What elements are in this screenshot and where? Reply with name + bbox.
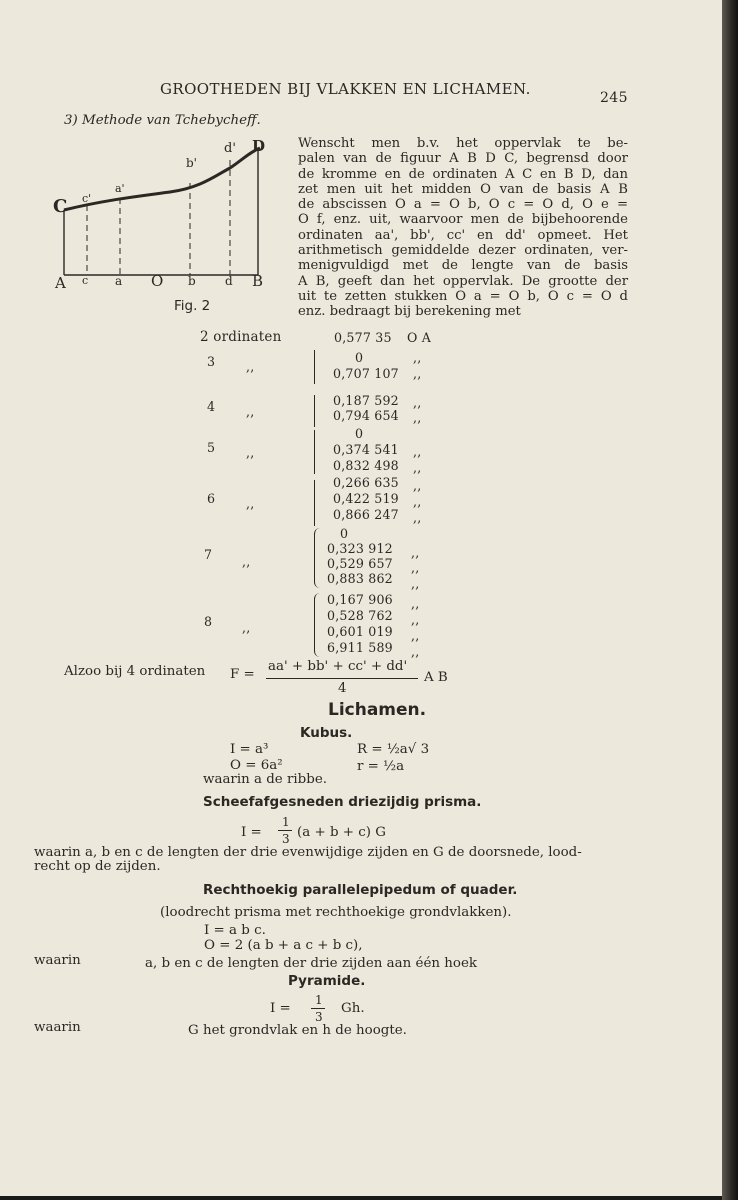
brace xyxy=(314,430,319,474)
paragraph-line: Wenscht men b.v. het oppervlak te be- xyxy=(298,136,628,151)
table-unit: ,, xyxy=(413,494,422,509)
paragraph-line: zet men uit het midden O van de basis A B xyxy=(298,181,628,197)
table-unit: ,, xyxy=(411,628,420,643)
fraction-bar xyxy=(278,830,292,831)
paragraph-line: de kromme en de ordinaten A C en B D, dan xyxy=(298,166,628,182)
brace xyxy=(314,395,319,427)
paragraph-line: enz. bedraagt bij berekening met xyxy=(298,304,521,320)
quader-eq1: I = a b c. xyxy=(204,923,266,938)
kubus-title: Kubus. xyxy=(300,725,353,741)
fig-label-d: d xyxy=(225,274,233,288)
table-unit: ,, xyxy=(411,596,420,611)
row-label: 5 xyxy=(207,440,216,455)
kubus-eq4: r = ½a xyxy=(357,759,405,774)
row-ditto: ,, xyxy=(242,554,251,569)
kubus-eq2: O = 6a² xyxy=(230,758,283,773)
pyramide-den: 3 xyxy=(315,1010,323,1024)
row-label: 7 xyxy=(204,547,213,562)
quader-note: a, b en c de lengten der drie zijden aan één hoek xyxy=(145,956,477,971)
table-value: 0,866 247 xyxy=(333,507,399,522)
table-value: 0 xyxy=(355,426,364,441)
formula-lhs: F = xyxy=(230,667,255,682)
section-title: Lichamen. xyxy=(328,700,427,720)
table-value: 0,374 541 xyxy=(333,442,399,457)
table-unit: ,, xyxy=(413,366,422,381)
formula-denominator: 4 xyxy=(338,681,347,696)
kubus-eq1: I = a³ xyxy=(230,742,269,757)
method-paragraph xyxy=(298,136,628,320)
paragraph-line: ordinaten aa', bb', cc' en dd' opmeet. Het xyxy=(298,227,628,243)
table-value: 0,529 657 xyxy=(327,556,393,571)
fig-label-B: B xyxy=(252,272,264,290)
page-edge xyxy=(722,0,738,1200)
table-value: 0,528 762 xyxy=(327,608,393,623)
paragraph-line: A B, geeft dan het oppervlak. De grootte der xyxy=(298,273,628,289)
table-unit: O A xyxy=(407,330,432,345)
running-header: GROOTHEDEN BIJ VLAKKEN EN LICHAMEN. xyxy=(160,80,531,98)
fig-label-b: b xyxy=(188,274,196,288)
fraction-bar xyxy=(266,678,418,679)
table-value: 0,187 592 xyxy=(333,393,399,408)
table-unit: ,, xyxy=(411,545,420,560)
row-ditto: ,, xyxy=(246,445,255,460)
brace xyxy=(314,593,320,657)
row-label: 2 ordinaten xyxy=(200,329,282,345)
quader-waarin: waarin xyxy=(34,953,81,968)
table-value: 0,422 519 xyxy=(333,491,399,506)
table-value: 0 xyxy=(340,526,349,541)
pyramide-lhs: I = xyxy=(270,1001,291,1016)
prisma-title: Scheefafgesneden driezijdig prisma. xyxy=(203,794,482,810)
table-value: 0,707 107 xyxy=(333,366,399,381)
row-ditto: ,, xyxy=(246,359,255,374)
kubus-eq3: R = ½a√ 3 xyxy=(357,742,430,757)
fig-label-cprime: c' xyxy=(82,192,92,205)
brace xyxy=(314,480,319,526)
table-value: 0 xyxy=(355,350,364,365)
pyramide-title: Pyramide. xyxy=(288,973,366,989)
prisma-num: 1 xyxy=(282,815,290,829)
fig-label-C: C xyxy=(53,196,68,217)
table-unit: ,, xyxy=(411,576,420,591)
pyramide-note: G het grondvlak en h de hoogte. xyxy=(188,1023,407,1038)
table-value: 0,883 862 xyxy=(327,571,393,586)
fig-label-A: A xyxy=(55,274,66,292)
curve xyxy=(64,148,260,210)
fig-label-a: a xyxy=(115,274,123,288)
row-label: 8 xyxy=(204,614,213,629)
fig-label-dprime: d' xyxy=(224,141,236,156)
paragraph-line: O f, enz. uit, waarvoor men de bijbehoorende xyxy=(298,212,628,228)
fraction-bar xyxy=(311,1008,325,1009)
row-label: 3 xyxy=(207,354,216,369)
quader-eq2: O = 2 (a b + a c + b c), xyxy=(204,938,363,953)
fig-label-bprime: b' xyxy=(186,156,197,170)
paragraph-line: uit te zetten stukken O a = O b, O c = O d xyxy=(298,288,628,304)
formula-prefix: Alzoo bij 4 ordinaten xyxy=(64,664,206,679)
brace xyxy=(314,528,320,588)
row-ditto: ,, xyxy=(246,496,255,511)
paragraph-line: menigvuldigd met de lengte van de basis xyxy=(298,258,628,274)
quader-subtitle: (loodrecht prisma met rechthoekige grondvlakken). xyxy=(160,905,512,920)
table-value: 0,577 35 xyxy=(334,330,392,345)
table-unit: ,, xyxy=(413,460,422,475)
prisma-note-line2: recht op de zijden. xyxy=(34,859,161,874)
table-unit: ,, xyxy=(413,478,422,493)
row-ditto: ,, xyxy=(246,404,255,419)
table-unit: ,, xyxy=(413,395,422,410)
fig-label-O: O xyxy=(151,272,164,290)
figure-caption: Fig. 2 xyxy=(174,298,211,314)
table-unit: ,, xyxy=(411,644,420,659)
table-unit: ,, xyxy=(413,410,422,425)
table-unit: ,, xyxy=(411,612,420,627)
table-value: 0,266 635 xyxy=(333,475,399,490)
paragraph-line: de abscissen O a = O b, O c = O d, O e = xyxy=(298,197,628,213)
row-label: 4 xyxy=(207,399,216,414)
fig-label-aprime: a' xyxy=(115,182,125,195)
pyramide-num: 1 xyxy=(315,993,323,1007)
table-value: 0,794 654 xyxy=(333,408,399,423)
kubus-note: waarin a de ribbe. xyxy=(203,772,327,787)
table-value: 0,832 498 xyxy=(333,458,399,473)
brace xyxy=(314,350,319,384)
table-unit: ,, xyxy=(411,560,420,575)
table-unit: ,, xyxy=(413,444,422,459)
pyramide-waarin: waarin xyxy=(34,1020,81,1035)
formula-numerator: aa' + bb' + cc' + dd' xyxy=(268,659,408,674)
formula-suffix: A B xyxy=(424,670,448,685)
fig-label-c: c xyxy=(82,274,89,287)
table-value: 0,167 906 xyxy=(327,592,393,607)
pyramide-rhs: Gh. xyxy=(341,1001,365,1016)
table-value: 0,323 912 xyxy=(327,541,393,556)
prisma-lhs: I = xyxy=(241,825,262,840)
row-ditto: ,, xyxy=(242,620,251,635)
row-label: 6 xyxy=(207,491,216,506)
paragraph-line: palen van de figuur A B D C, begrensd door xyxy=(298,151,628,167)
fig-label-D: D xyxy=(252,137,266,155)
quader-title: Rechthoekig parallelepipedum of quader. xyxy=(203,882,518,898)
method-heading: 3) Methode van Tchebycheff. xyxy=(64,113,261,128)
prisma-den: 3 xyxy=(282,832,290,846)
table-value: 0,601 019 xyxy=(327,624,393,639)
table-unit: ,, xyxy=(413,510,422,525)
table-value: 6,911 589 xyxy=(327,640,393,655)
prisma-rhs: (a + b + c) G xyxy=(297,825,386,840)
table-unit: ,, xyxy=(413,350,422,365)
prisma-note-line1: waarin a, b en c de lengten der drie evenwijdige zijden en G de doorsnede, lood- xyxy=(34,845,582,860)
paragraph-line: arithmetisch gemiddelde dezer ordinaten, ver- xyxy=(298,243,628,259)
page-number: 245 xyxy=(600,90,628,106)
